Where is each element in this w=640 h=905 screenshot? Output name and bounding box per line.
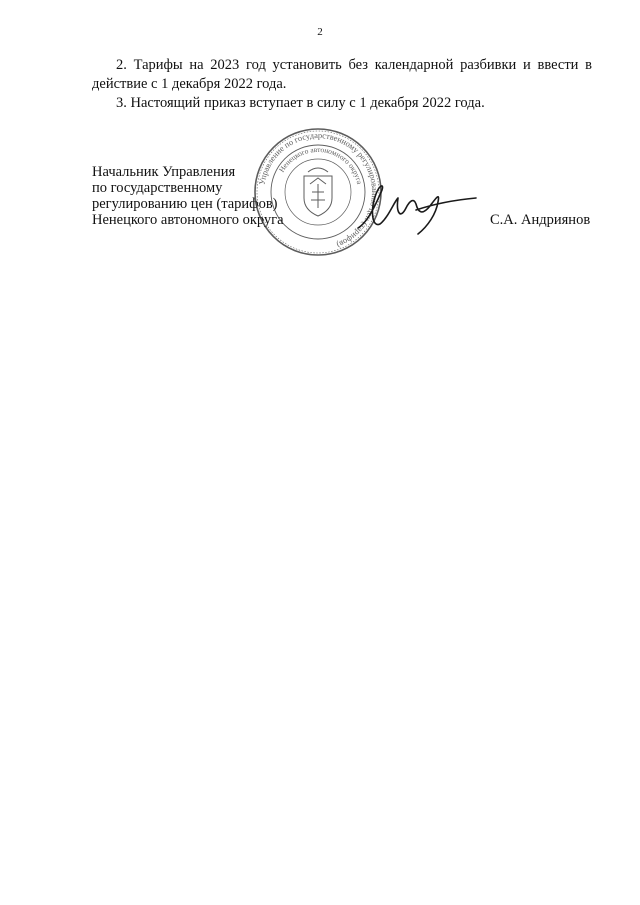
signer-name: С.А. Андриянов: [490, 212, 591, 228]
paragraph-tariffs: 2. Тарифы на 2023 год установить без календарной разбивки и ввести в действие с 1 декабря 2022 года.: [92, 57, 592, 92]
handwritten-signature: [354, 176, 480, 242]
page-number: 2: [317, 26, 323, 38]
stamp-inner-text: Ненецкого автономного округа: [276, 144, 365, 186]
paragraph-effective-date: 3. Настоящий приказ вступает в силу с 1 декабря 2022 года.: [116, 95, 485, 111]
stamp-outer-text: Управление по государственному регулированию цен (тарифов): [257, 130, 380, 250]
signer-position-line: Ненецкого автономного округа: [92, 212, 284, 228]
signer-position-line: по государственному: [92, 180, 223, 196]
signature-block: [92, 130, 602, 264]
coat-of-arms-icon: [304, 168, 332, 216]
signer-position-line: регулированию цен (тарифов): [92, 196, 278, 212]
signer-position-line: Начальник Управления: [92, 164, 236, 180]
document-body: [92, 56, 592, 113]
